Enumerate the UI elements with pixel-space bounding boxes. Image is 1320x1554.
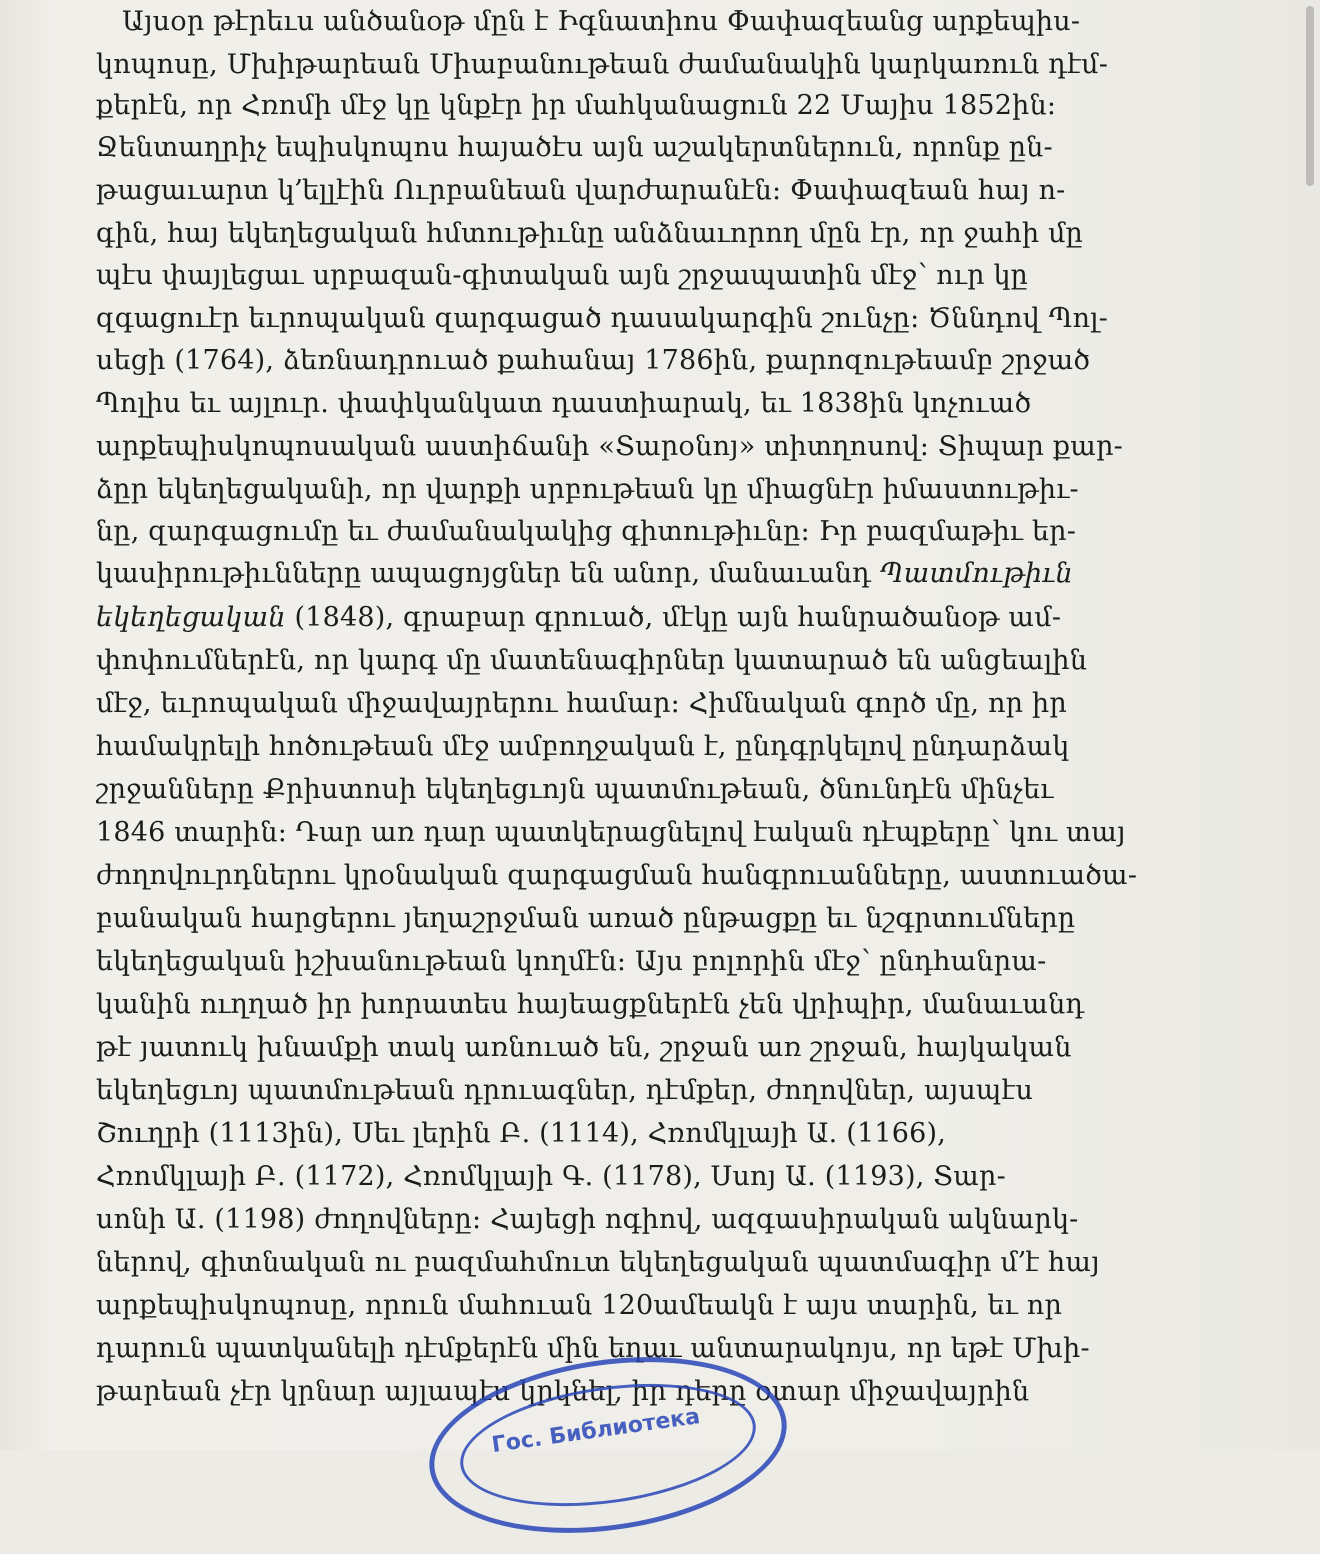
text-line: սեցի (1764), ձեռնադրուած քահանայ 1786ին, քարոզութեամբ շրջած: [96, 345, 1091, 376]
text-line: նը, զարգացումը եւ ժամանակակից գիտութիւնը: Իր բազմաթիւ եր-: [96, 516, 1077, 547]
text-line: թէ յատուկ խնամքի տակ առնուած են, շրջան առ շրջան, հայկական: [96, 1032, 1072, 1063]
text-line: գին, հայ եկեղեցական հմտութիւնը անձնաւորող մըն էր, որ ջահի մը: [96, 218, 1084, 249]
text-line: Հռոմկլայի Բ. (1172), Հռոմկլայի Գ. (1178), Սսոյ Ա. (1193), Տար-: [96, 1161, 1006, 1192]
text-line: արքեպիսկոպոսը, որուն մահուան 120ամեակն է այս տարին, եւ որ: [96, 1290, 1063, 1321]
text-line: սոնի Ա. (1198) ժողովները: Հայեցի ոգիով, ազգասիրական ակնարկ-: [96, 1204, 1079, 1235]
text-line: բանական հարցերու յեղաշրջման առած ընթացքը եւ նշգրտումները: [96, 903, 1076, 934]
text-line: ժողովուրդներու կրօնական զարգացման հանգրուանները, աստուածա-: [96, 860, 1138, 891]
text-line: կոպոսը, Մխիթարեան Միաբանութեան ժամանակին կարկառուն դէմ-: [96, 49, 1109, 80]
text-line: պէս փայլեցաւ սրբազան-գիտական այն շրջապատին մէջ՝ ուր կը: [96, 260, 1028, 291]
text-line: Պոլիս եւ այլուր. փափկանկատ դաստիարակ, եւ 1838ին կոչուած: [96, 388, 1032, 419]
vertical-scrollbar[interactable]: [1306, 6, 1314, 186]
text-line: շրջանները Քրիստոսի եկեղեցւոյն պատմութեան, ծնունդէն մինչեւ: [96, 774, 1054, 805]
text-line: եկեղեցական իշխանութեան կողմէն: Այս բոլորին մէջ՝ ընդհանրա-: [96, 946, 1047, 977]
text-line: թացաւարտ կ՚ելլէին Ուրբանեան վարժարանէն: Փափազեան հայ ո-: [96, 175, 1066, 206]
book-title-text: Պատմութիւն: [879, 558, 1073, 589]
text-line: զգացուէր եւրոպական զարգացած դասակարգին շունչը: Ծննդով Պոլ-: [96, 303, 1108, 334]
text-line: կանին ուղղած իր խորատես հայեացքներէն չեն վրիպիր, մանաւանդ: [96, 989, 1085, 1020]
text-line: եկեղեցական (1848), գրաբար գրուած, մէկը այն հանրածանօթ ամ-: [96, 602, 1062, 633]
body-text: [96, 0, 1246, 1420]
text-line: թարեան չէր կրնար այլապէս կրկնել, իր դերը օտար միջավայրին: [96, 1376, 1030, 1407]
text-line: Այսօր թէրեւս անծանօթ մըն է Իգնատիոս Փափազեանց արքեպիս-: [122, 6, 1081, 37]
text-line: 1846 տարին: Դար առ դար պատկերացնելով էական դէպքերը՝ կու տայ: [96, 817, 1126, 848]
text-line: կասիրութիւնները ապացոյցներ են անոր, մանաւանդ Պատմութիւն: [96, 558, 1073, 589]
text-line: ձըր եկեղեցականի, որ վարքի սրբութեան կը միացնէր իմաստութիւ-: [96, 474, 1079, 505]
text-line: դարուն պատկանելի դէմքերէն մին եղաւ անտարակոյս, որ եթէ Մխի-: [96, 1333, 1090, 1364]
text-line: փոփումներէն, որ կարգ մը մատենագիրներ կատարած են անցեալին: [96, 645, 1088, 676]
text-line: համակրելի հոծութեան մէջ ամբողջական է, ընդգրկելով ընդարձակ: [96, 731, 1070, 762]
text-line: Ջենտաղրիչ եպիսկոպոս հայածէս այն աշակերտներուն, որոնք ըն-: [96, 132, 1053, 163]
text-line: եկեղեցւոյ պատմութեան դրուագներ, դէմքեր, ժողովներ, այսպէս: [96, 1075, 1034, 1106]
text-line: արքեպիսկոպոսական աստիճանի «Տարօնոյ» տիտղոսով: Տիպար քար-: [96, 431, 1123, 462]
text-line: ներով, գիտնական ու բազմահմուտ եկեղեցական պատմագիր մ՚է հայ: [96, 1247, 1100, 1278]
book-title-text: եկեղեցական: [96, 602, 286, 633]
text-line: Շուղրի (1113ին), Սեւ լերին Բ. (1114), Հռոմկլայի Ա. (1166),: [96, 1118, 947, 1149]
text-line: մէջ, եւրոպական միջավայրերու համար: Հիմնական գործ մը, որ իր: [96, 688, 1067, 719]
stamp-label: Гос. Библиотека: [490, 1404, 702, 1459]
text-line: քերէն, որ Հռոմի մէջ կը կնքէր իր մահկանացուն 22 Մայիս 1852ին:: [96, 90, 1057, 121]
